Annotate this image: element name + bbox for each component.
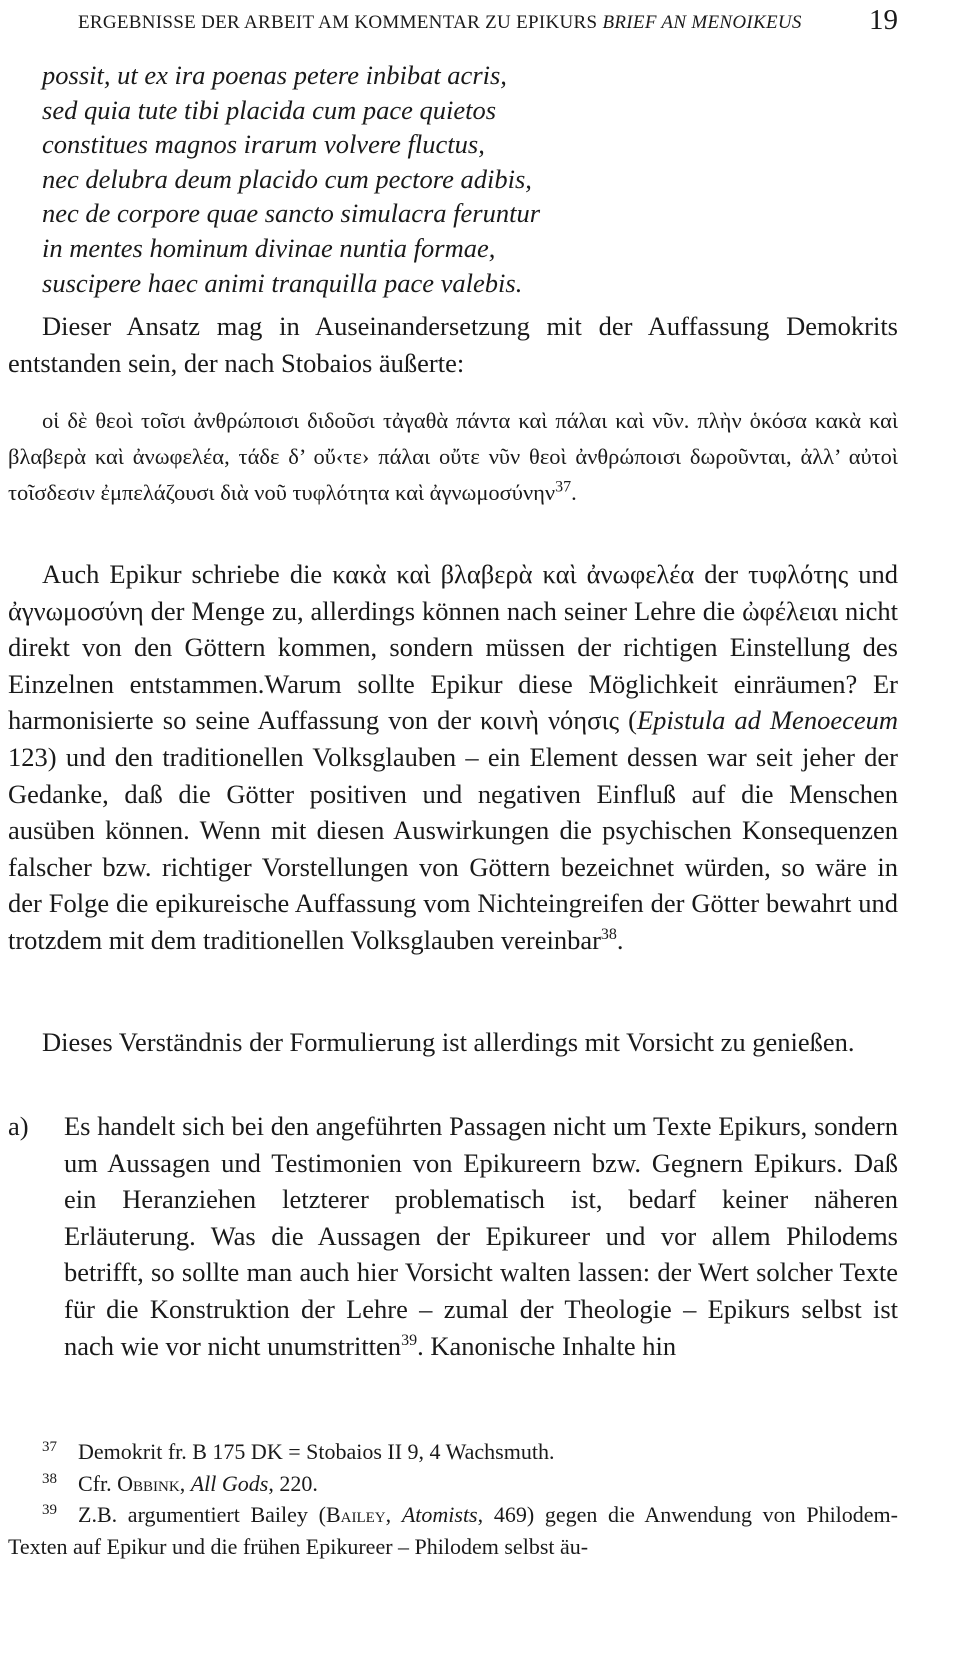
greek-quote-text: οἱ δὲ θεοὶ τοῖσι ἀνθρώποισι διδοῦσι τἀγαθὰ πάντα καὶ πάλαι καὶ νῦν. πλὴν ὁκόσα κακὰ καὶ βλαβερὰ καὶ ἀνωφελέα, τάδε δ’ οὔ‹τε› πάλαι οὔτε νῦν θεοὶ ἀνθρώποισι δωροῦνται, ἀλλ’ αὐτοὶ τοῖσδεσιν ἐμπελάζουσι διὰ νοῦ τυφλότητα καὶ ἀγνωμοσύνην$^{37}$. — [8, 408, 898, 505]
list-item-a — [8, 1108, 898, 1364]
list-item-tail: . Kanonische Inhalte hin — [417, 1330, 677, 1361]
verse-line: nec de corpore quae sancto simulacra feruntur — [42, 198, 541, 229]
paragraph-epicurus — [8, 556, 898, 959]
footnote-37 — [8, 1436, 898, 1468]
footnote-number: 39 — [42, 1502, 57, 1519]
list-item-body: Es handelt sich bei den angeführten Passagen nicht um Texte Epikurs, sondern um Aussagen und Testimonien von Epikureern bzw. Gegnern Epikurs. Daß ein Heranziehen letzterer problematisch ist, bedarf keiner näheren Erläuterung. Was die Aussagen der Epikureer und vor allem Philodems betrifft, so sollte man auch hier Vorsicht walten lassen: der Wert solcher Texte für die Konstruktion der Lehre – zumal der Theologie – Epikurs selbst ist nach wie vor nicht unumstritten — [64, 1111, 898, 1361]
verse-line: in mentes hominum divinae nuntia formae, — [42, 232, 496, 263]
work-title-italic: Epistula ad Menoeceum — [636, 705, 898, 736]
footnote-text: Cfr. Obbink, All Gods, 220. — [78, 1470, 318, 1496]
running-header — [8, 4, 898, 40]
footnote-text: Demokrit fr. B 175 DK = Stobaios II 9, 4 Wachsmuth. — [78, 1439, 555, 1464]
verse-line: possit, ut ex ira poenas petere inbibat acris, — [42, 60, 507, 90]
footnote-39 — [8, 1499, 898, 1562]
footnote-number: 38 — [42, 1470, 57, 1487]
running-title-italic: BRIEF AN MENOIKEUS — [602, 12, 802, 33]
verse-line: constitues magnos irarum volvere fluctus, — [42, 129, 485, 160]
running-title — [78, 12, 802, 34]
footnotes — [8, 1436, 898, 1562]
list-marker: a) — [8, 1111, 29, 1141]
running-title-roman: ERGEBNISSE DER ARBEIT AM KOMMENTAR ZU EPIKURS — [78, 12, 598, 33]
paragraph-text-part: 123) und den traditionellen Volksglauben – ein Element dessen war seit jeher der Gedanke, daß die Götter positiven und negativen Einfluß auf die Menschen ausüben können. Wenn mit diesen Auswirkungen die psychischen Konsequenzen falscher bzw. richtiger Vorstellungen von Göttern bezeichnet würden, so wäre in der Folge die epikureische Auffassung vom Nichteingreifen der Götter bewahrt und trotzdem mit dem traditionellen Volksglauben vereinbar — [8, 741, 898, 955]
author-smallcaps: Obbink — [117, 1470, 180, 1496]
list-item-text — [64, 1108, 898, 1364]
page-number: 19 — [869, 4, 898, 36]
latin-verse-quote — [42, 58, 892, 300]
footnote-ref-39: 39 — [401, 1331, 418, 1349]
paragraph-caution — [8, 1024, 898, 1061]
book-title-italic: All Gods — [190, 1470, 269, 1496]
verse-line: sed quia tute tibi placida cum pace quietos — [42, 94, 497, 125]
paragraph-text-part: Auch Epikur schriebe die κακὰ καὶ βλαβερὰ καὶ ἀνωφελέα der τυφλότης und ἀγνωμοσύνη der Menge zu, allerdings können nach seiner Lehre die ὠφέλειαι nicht direkt von den Göttern kommen, sondern müssen der richtigen Einstellung des Einzelnen entstammen.Warum sollte Epikur diese Möglichkeit einräumen? Er harmonisierte so seine Auffassung von der κοινὴ νόησις ( — [8, 559, 898, 736]
paragraph-text-end: . — [616, 924, 624, 955]
greek-text: οἱ δὲ θεοὶ τοῖσι ἀνθρώποισι διδοῦσι τἀγαθὰ πάντα καὶ πάλαι καὶ νῦν. πλὴν ὁκόσα κακὰ καὶ βλαβερὰ καὶ ἀνωφελέα, τάδε δ’ οὔ‹τε› πάλαι οὔτε νῦν θεοὶ ἀνθρώποισι δωροῦνται, ἀλλ’ αὐτοὶ τοῖσδεσιν ἐμπελάζουσι διὰ νοῦ τυφλότητα καὶ ἀγνωμοσύνην — [8, 408, 898, 505]
verse-line: suscipere haec animi tranquilla pace valebis. — [42, 267, 523, 298]
footnote-number: 37 — [42, 1439, 57, 1455]
verse-line: nec delubra deum placido cum pectore adibis, — [42, 163, 532, 194]
book-title-italic: Atomists — [401, 1502, 478, 1528]
paragraph-text: Dieses Verständnis der Formulierung ist allerdings mit Vorsicht zu genießen. — [42, 1027, 855, 1057]
footnote-38 — [8, 1468, 898, 1500]
author-smallcaps: Bailey — [325, 1502, 386, 1528]
footnote-ref-38: 38 — [600, 926, 617, 944]
paragraph-democritus — [8, 308, 898, 381]
paragraph-text — [8, 556, 898, 959]
footnote-text: Z.B. argumentiert Bailey (Bailey, Atomists, 469) gegen die Anwendung von Philodem-Texten auf Epikur und die frühen Epikureer – Philodem selbst äu- — [8, 1502, 898, 1559]
document-page — [8, 0, 898, 1663]
footnote-ref-37: 37 — [555, 478, 572, 496]
greek-quote — [8, 403, 898, 511]
paragraph-text: Dieser Ansatz mag in Auseinandersetzung mit der Auffassung Demokrits entstanden sein, der nach Stobaios äußerte: — [8, 311, 898, 378]
